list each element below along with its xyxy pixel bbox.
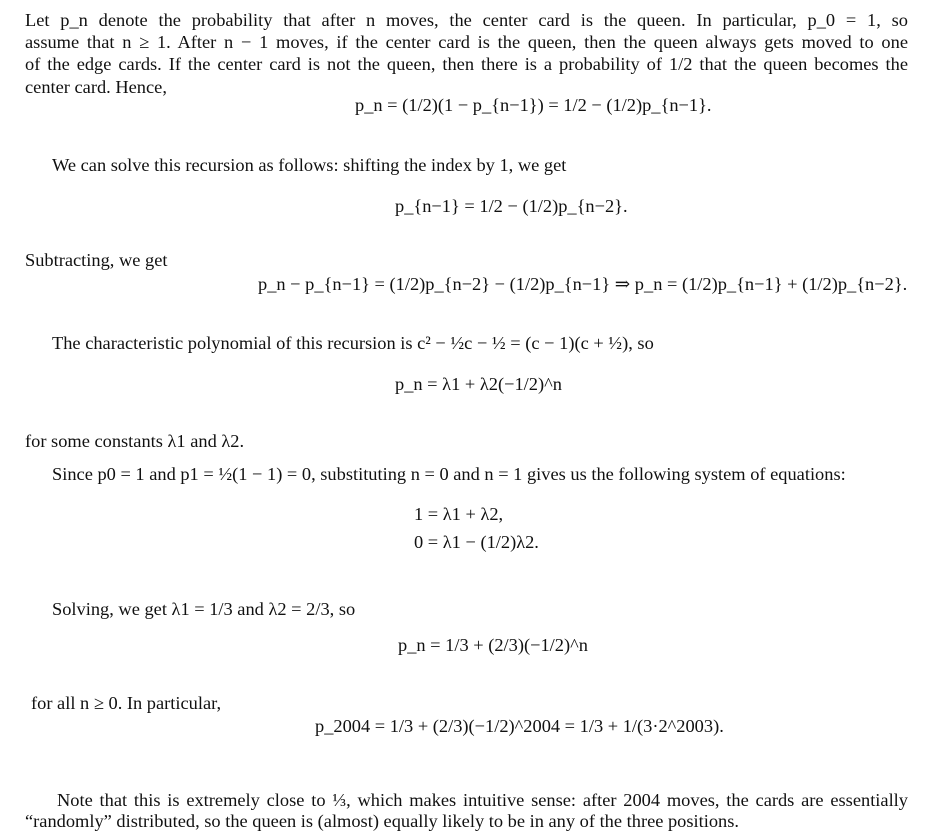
equation-5a: 1 = λ1 + λ2, — [414, 504, 504, 524]
equation-2: p_{n−1} = 1/2 − (1/2)p_{n−2}. — [395, 196, 628, 216]
para9-line1: Note that this is extremely close to ⅓, which makes intuitive sense: after 2004 moves, the cards are essentially — [57, 790, 908, 810]
para2: We can solve this recursion as follows: shifting the index by 1, we get — [52, 155, 567, 175]
equation-1: p_n = (1/2)(1 − p_{n−1}) = 1/2 − (1/2)p_{n−1}. — [355, 95, 712, 115]
equation-5b: 0 = λ1 − (1/2)λ2. — [414, 532, 539, 552]
para8: for all n ≥ 0. In particular, — [31, 693, 222, 713]
para7: Solving, we get λ1 = 1/3 and λ2 = 2/3, so — [52, 599, 356, 619]
para9-line2: “randomly” distributed, so the queen is (almost) equally likely to be in any of the three positions. — [25, 811, 740, 831]
para1-line1: Let p_n denote the probability that after n moves, the center card is the queen. In particular, p_0 = 1, so — [25, 10, 908, 30]
para6: Since p0 = 1 and p1 = ½(1 − 1) = 0, substituting n = 0 and n = 1 gives us the following system of equations: — [52, 464, 846, 484]
para1-line2: assume that n ≥ 1. After n − 1 moves, if the center card is the queen, then the queen always gets moved to one — [25, 32, 908, 52]
equation-6: p_n = 1/3 + (2/3)(−1/2)^n — [398, 635, 588, 655]
para5: for some constants λ1 and λ2. — [25, 431, 245, 451]
para1-line4: center card. Hence, — [25, 77, 167, 97]
para1-line3: of the edge cards. If the center card is not the queen, then there is a probability of 1/2 that the queen becomes the — [25, 54, 908, 74]
para3: Subtracting, we get — [25, 250, 168, 270]
equation-4: p_n = λ1 + λ2(−1/2)^n — [395, 374, 562, 394]
equation-7: p_2004 = 1/3 + (2/3)(−1/2)^2004 = 1/3 + 1/(3·2^2003). — [315, 716, 724, 736]
para4: The characteristic polynomial of this recursion is c² − ½c − ½ = (c − 1)(c + ½), so — [52, 333, 654, 353]
equation-3: p_n − p_{n−1} = (1/2)p_{n−2} − (1/2)p_{n−1} ⇒ p_n = (1/2)p_{n−1} + (1/2)p_{n−2}. — [258, 274, 908, 294]
